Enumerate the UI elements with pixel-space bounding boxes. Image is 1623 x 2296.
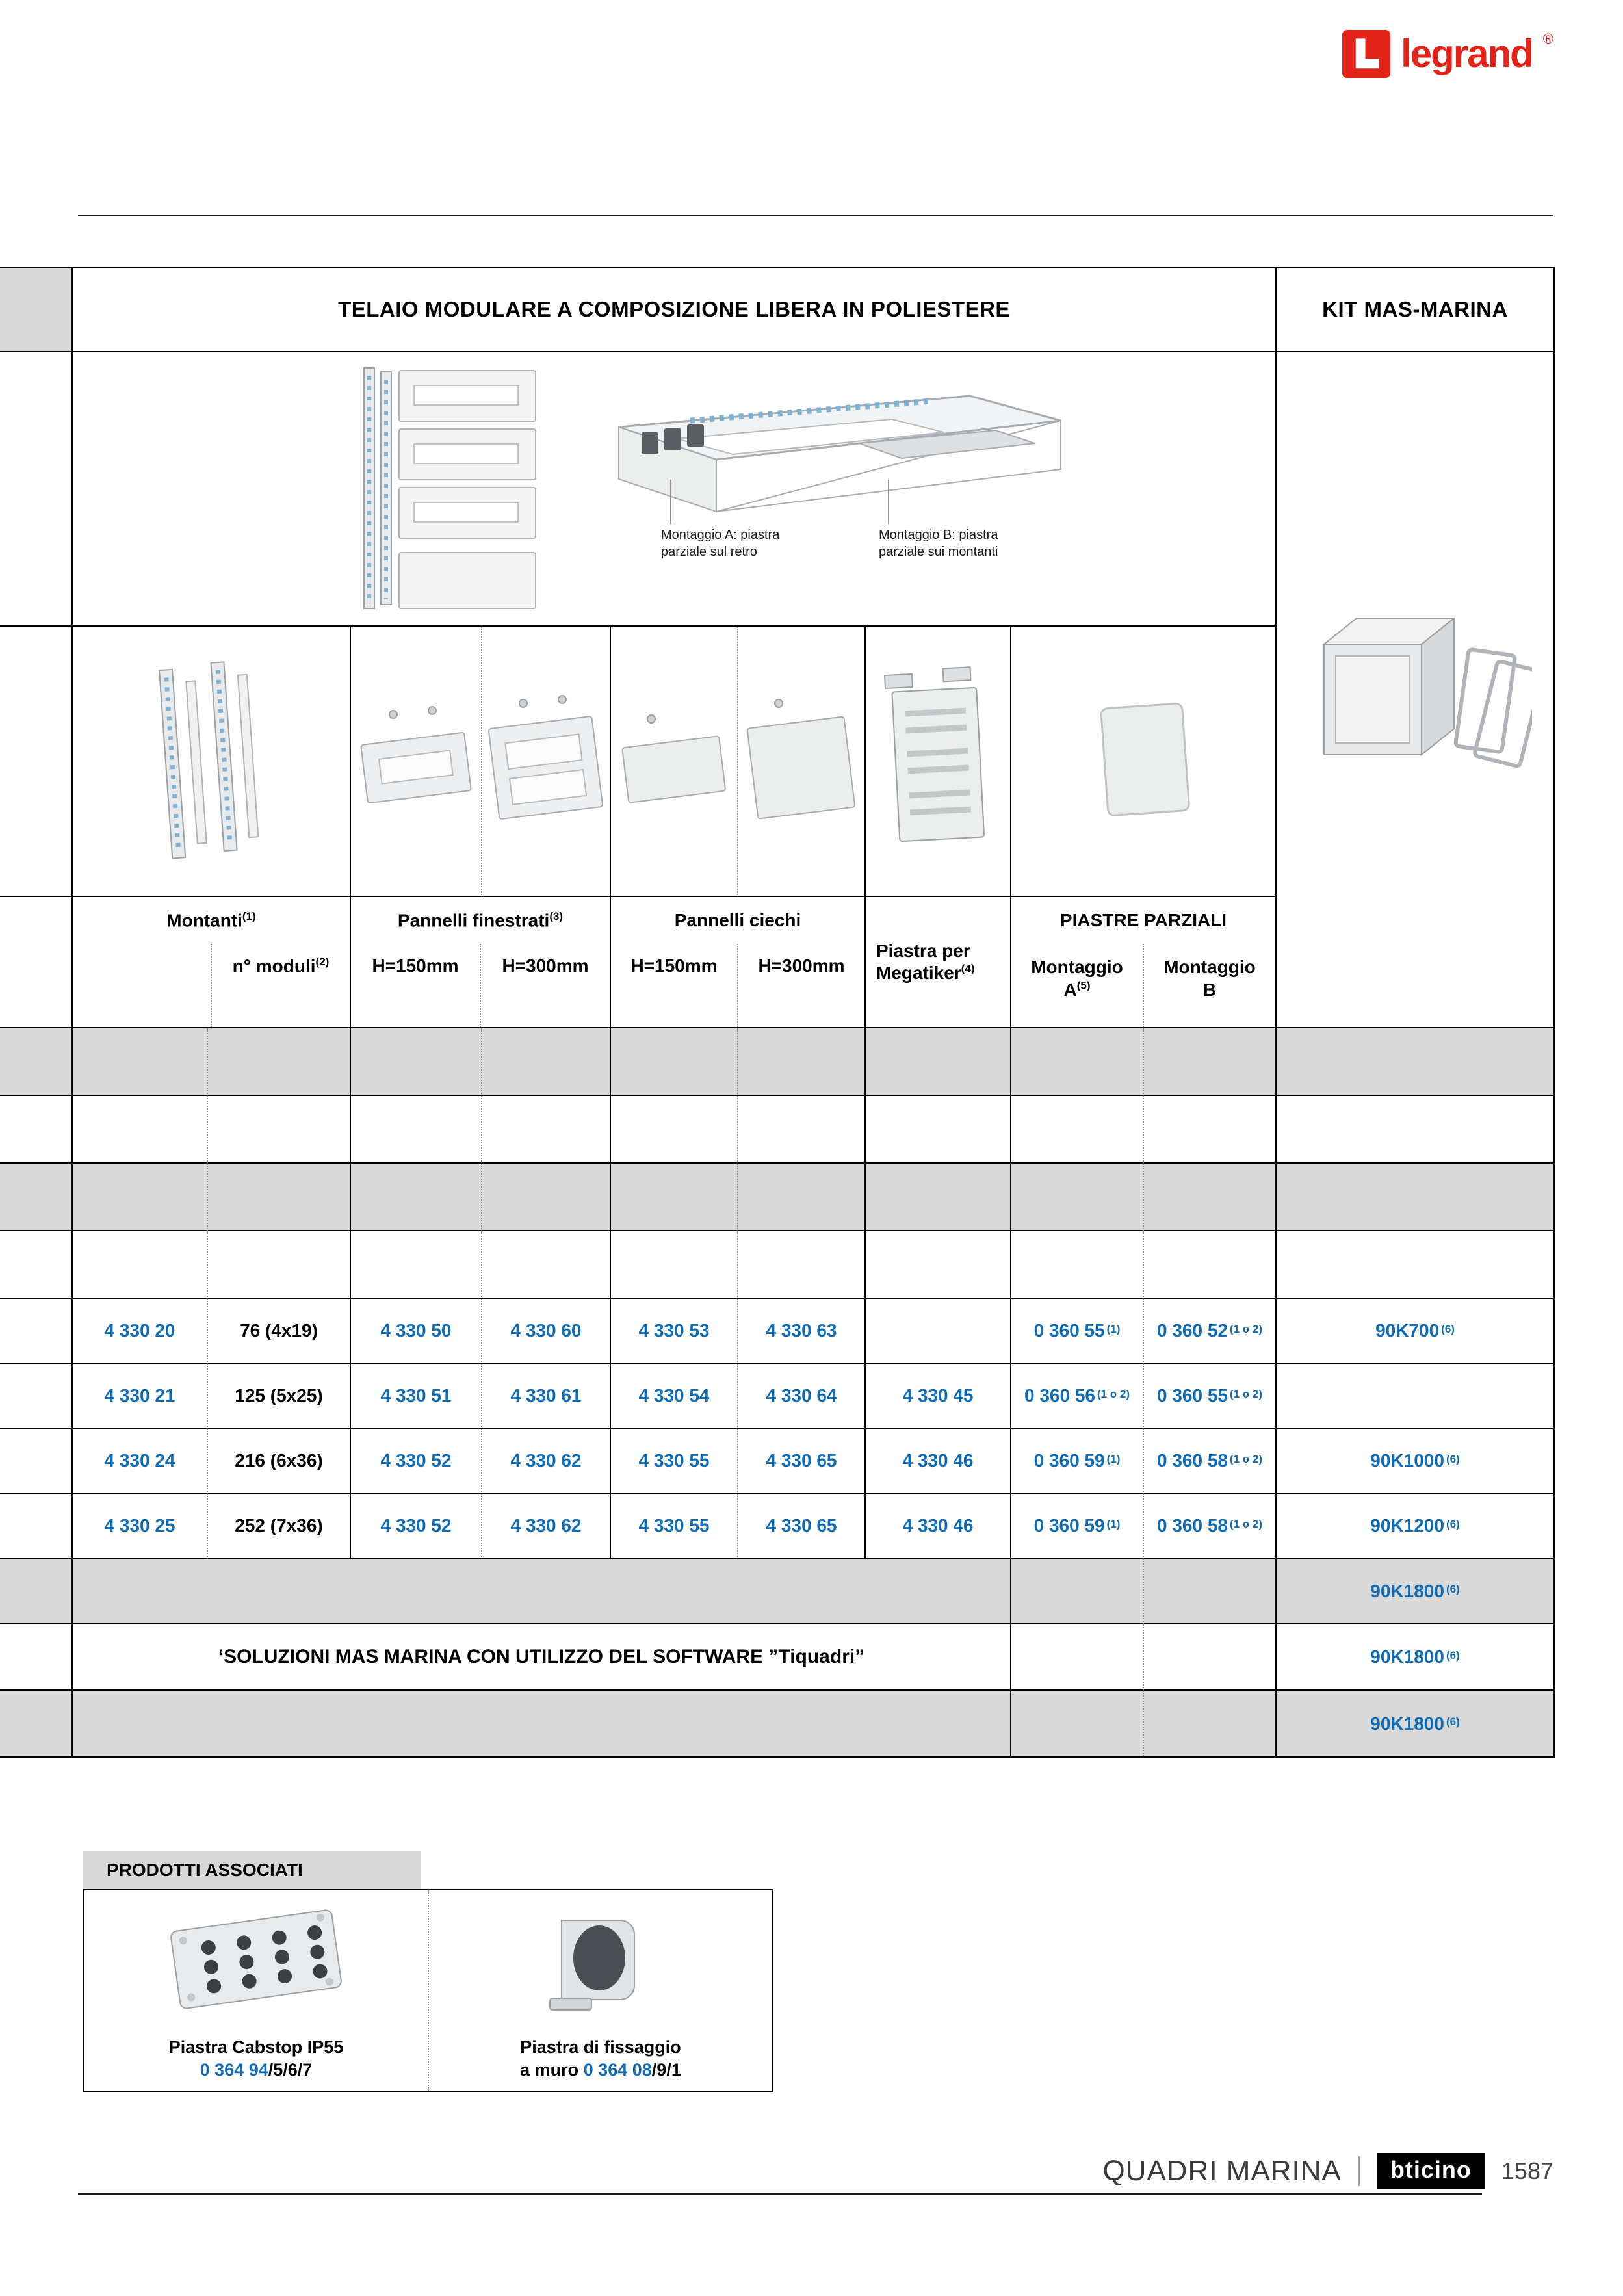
- empty-cell: [1011, 1164, 1144, 1231]
- legrand-logo: [1342, 30, 1553, 78]
- empty-cell: [1277, 1028, 1553, 1096]
- kit-mas-marina-image: [1298, 592, 1532, 787]
- empty-cell: [73, 1231, 208, 1299]
- empty-cell: [1011, 1028, 1144, 1096]
- cell-fin300: [482, 1429, 611, 1494]
- footer-divider: [1358, 2156, 1360, 2186]
- montanti-image-cell: [73, 627, 351, 897]
- piastra-megatiker-image: [870, 664, 1006, 859]
- empty-cell: [611, 1164, 738, 1231]
- cell-moduli: [208, 1494, 351, 1559]
- header-megatiker: [866, 897, 1011, 1028]
- empty-cell: [351, 1164, 482, 1231]
- empty-cell: [482, 1028, 611, 1096]
- part-number: 0 360 58 $^{(1 o 2)}$: [1156, 1515, 1263, 1535]
- header-montanti-sup: (1): [242, 909, 256, 922]
- empty-cell: [1144, 1231, 1277, 1299]
- part-number: 4 330 20: [104, 1320, 175, 1340]
- part-number: 4 330 62: [510, 1515, 582, 1535]
- part-number: 4 330 24: [104, 1450, 175, 1470]
- part-number: 4 330 45: [902, 1385, 974, 1405]
- cell-fin300: [482, 1299, 611, 1364]
- header-piastre-parziali: PIASTRE PARZIALI: [1059, 910, 1227, 930]
- associated-item-cabstop: [84, 1890, 428, 2091]
- part-number: 4 330 52: [380, 1515, 452, 1535]
- cell-cie150: [611, 1429, 738, 1494]
- header-megatiker-sup: (4): [961, 962, 975, 975]
- montaggio-a-sup: (5): [1076, 979, 1091, 992]
- h300-label: H=300mm: [758, 956, 845, 976]
- row-marker: [0, 1364, 73, 1429]
- exploded-frame-image: [580, 382, 1074, 538]
- part-number: 0 360 56 $^{(1 o 2)}$: [1024, 1385, 1130, 1405]
- part-number: [1414, 1385, 1416, 1406]
- header-moduli-sup: (2): [315, 956, 330, 968]
- row-marker: [0, 1096, 73, 1164]
- empty-cell: [1144, 1559, 1277, 1624]
- empty-cell: [1144, 1164, 1277, 1231]
- part-number: 4 330 62: [510, 1450, 582, 1470]
- row-marker: [0, 268, 73, 352]
- montanti-image: [140, 660, 283, 862]
- empty-cell: [73, 1164, 208, 1231]
- empty-cell: [351, 1231, 482, 1299]
- pannello-cieco-300-image-cell: [738, 627, 866, 897]
- empty-cell: [1144, 1691, 1277, 1756]
- part-number: 4 330 21: [104, 1385, 175, 1405]
- cell-kit: [1277, 1691, 1553, 1756]
- associated-products-box: [83, 1889, 773, 2092]
- header-rule: [78, 215, 1553, 216]
- cell-kit: [1277, 1364, 1553, 1429]
- part-number: 4 330 65: [766, 1450, 837, 1470]
- empty-cell: [1011, 1691, 1144, 1756]
- part-number: 0 360 58 $^{(1 o 2)}$: [1156, 1450, 1263, 1470]
- empty-cell: [1011, 1559, 1144, 1624]
- associated-item-ref: 0 364 94/5/6/7: [200, 2059, 313, 2080]
- header-ciechi-subs: [611, 944, 864, 1027]
- cell-megatiker: [866, 1494, 1011, 1559]
- header-piastre-group: [1011, 897, 1277, 1028]
- kit-title: KIT MAS-MARINA: [1322, 297, 1508, 321]
- part-number: 90K1800 $^{(6)}$: [1370, 1713, 1460, 1734]
- part-number: 0 360 55 $^{(1)}$: [1033, 1320, 1121, 1340]
- kit-title-cell: [1277, 268, 1553, 352]
- associated-item-name: Piastra di fissaggio: [520, 2037, 681, 2057]
- part-number: 4 330 51: [380, 1385, 452, 1405]
- part-number: 4 330 52: [380, 1450, 452, 1470]
- pannello-finestrato-300-image: [484, 693, 608, 829]
- empty-cell: [738, 1096, 866, 1164]
- cell-montante: [73, 1299, 208, 1364]
- hero-images-cell: [73, 352, 1277, 627]
- h300-label: H=300mm: [502, 956, 589, 976]
- empty-cell: [611, 1096, 738, 1164]
- header-finestrati-h300: [480, 944, 610, 1027]
- part-number: 4 330 54: [638, 1385, 710, 1405]
- header-moduli: [211, 944, 350, 1027]
- moduli-value: 252 (7x36): [235, 1515, 323, 1535]
- cell-montaggio-a: [1011, 1494, 1144, 1559]
- row-marker: [0, 1164, 73, 1231]
- part-number: 4 330 60: [510, 1320, 582, 1340]
- header-ciechi-group: [611, 897, 866, 1028]
- cell-montante: [73, 1494, 208, 1559]
- moduli-value: 125 (5x25): [235, 1385, 323, 1405]
- page-footer: [1102, 2153, 1553, 2189]
- part-number: 90K1800 $^{(6)}$: [1370, 1647, 1460, 1667]
- modular-frame-image: [352, 363, 547, 616]
- empty-cell: [738, 1164, 866, 1231]
- header-finestrati-h150: [351, 944, 480, 1027]
- empty-cell: [1144, 1624, 1277, 1691]
- empty-cell: [1011, 1231, 1144, 1299]
- header-ciechi-h300: [737, 944, 864, 1027]
- empty-cell: [1011, 1096, 1144, 1164]
- part-number: 0 360 55 $^{(1 o 2)}$: [1156, 1385, 1263, 1405]
- empty-cell: [866, 1231, 1011, 1299]
- cell-moduli: [208, 1299, 351, 1364]
- header-finestrati-sup: (3): [549, 909, 564, 922]
- associated-item-fissaggio: [428, 1890, 772, 2091]
- cell-megatiker: [866, 1364, 1011, 1429]
- pannello-finestrato-150-image-cell: [351, 627, 482, 897]
- part-number: 4 330 55: [638, 1515, 710, 1535]
- empty-cell: [866, 1164, 1011, 1231]
- cell-fin300: [482, 1494, 611, 1559]
- row-marker: [0, 352, 73, 627]
- ref-number: 0 364 94: [200, 2059, 268, 2080]
- header-montante-ref-sub: [73, 944, 211, 1027]
- empty-cell: [73, 1028, 208, 1096]
- empty-cell: [866, 1028, 1011, 1096]
- cell-montaggio-b: [1144, 1299, 1277, 1364]
- row-marker: [0, 1231, 73, 1299]
- header-montaggio-b: [1143, 944, 1275, 1027]
- header-finestrati-subs: [351, 944, 610, 1027]
- cell-kit: [1277, 1429, 1553, 1494]
- cell-montaggio-b: [1144, 1429, 1277, 1494]
- row-marker: [0, 1429, 73, 1494]
- header-ciechi: [611, 897, 864, 944]
- header-finestrati: [351, 897, 610, 944]
- product-table: [0, 267, 1555, 1758]
- bticino-logo: bticino: [1377, 2153, 1485, 2189]
- header-montanti: [73, 897, 350, 944]
- header-megatiker-label: Piastra per Megatiker: [876, 941, 970, 983]
- soluzioni-band: [73, 1559, 1011, 1624]
- empty-cell: [482, 1096, 611, 1164]
- empty-cell: [1277, 1164, 1553, 1231]
- table-title: TELAIO MODULARE A COMPOSIZIONE LIBERA IN POLIESTERE: [338, 297, 1010, 321]
- header-ciechi-h150: [611, 944, 737, 1027]
- associated-item-ref: a muro 0 364 08/9/1: [520, 2059, 681, 2080]
- cell-montaggio-b: [1144, 1364, 1277, 1429]
- row-marker: [0, 897, 73, 1028]
- footer-rule: [78, 2193, 1482, 2195]
- part-number: 0 360 59 $^{(1)}$: [1033, 1515, 1121, 1535]
- footer-section-title: QUADRI MARINA: [1102, 2155, 1342, 2187]
- ref-number: 0 364 08: [583, 2059, 652, 2080]
- pannello-finestrato-300-image-cell: [482, 627, 611, 897]
- cell-megatiker: [866, 1299, 1011, 1364]
- piastra-fissaggio-image: [523, 1901, 679, 2021]
- kit-image-cell: [1277, 352, 1553, 1028]
- cell-kit: [1277, 1299, 1553, 1364]
- part-number: 4 330 64: [766, 1385, 837, 1405]
- cell-fin150: [351, 1494, 482, 1559]
- soluzioni-cell: [73, 1624, 1011, 1691]
- piastra-cabstop-image: [149, 1901, 363, 2018]
- piastra-parziale-image-cell: [1011, 627, 1277, 897]
- part-number: 0 360 59 $^{(1)}$: [1033, 1450, 1121, 1470]
- empty-cell: [866, 1096, 1011, 1164]
- empty-cell: [611, 1231, 738, 1299]
- header-moduli-label: n° moduli: [232, 956, 316, 976]
- empty-cell: [738, 1028, 866, 1096]
- row-marker: [0, 1299, 73, 1364]
- header-montaggio-a: [1011, 944, 1143, 1027]
- part-number: 90K1200 $^{(6)}$: [1370, 1515, 1460, 1535]
- cell-cie300: [738, 1299, 866, 1364]
- cell-fin300: [482, 1364, 611, 1429]
- empty-cell: [482, 1231, 611, 1299]
- pannello-cieco-150-image: [616, 706, 733, 816]
- pannello-finestrato-150-image: [354, 703, 478, 820]
- pannello-cieco-300-image: [743, 693, 860, 829]
- header-ciechi-label: Pannelli ciechi: [674, 910, 801, 930]
- cell-cie300: [738, 1364, 866, 1429]
- cell-montaggio-a: [1011, 1364, 1144, 1429]
- empty-cell: [482, 1164, 611, 1231]
- part-number: 4 330 46: [902, 1450, 974, 1470]
- legrand-logo-icon: [1342, 30, 1390, 78]
- h150-label: H=150mm: [630, 956, 718, 976]
- part-number: 90K1800 $^{(6)}$: [1370, 1580, 1460, 1601]
- header-montanti-group: [73, 897, 351, 1028]
- empty-cell: [1144, 1028, 1277, 1096]
- cell-fin150: [351, 1364, 482, 1429]
- part-number: 4 330 46: [902, 1515, 974, 1535]
- part-number: 90K700 $^{(6)}$: [1375, 1320, 1455, 1340]
- soluzioni-band: [73, 1691, 1011, 1756]
- cell-montaggio-a: [1011, 1299, 1144, 1364]
- row-marker: [0, 627, 73, 897]
- row-marker: [0, 1559, 73, 1624]
- header-finestrati-group: [351, 897, 611, 1028]
- empty-cell: [208, 1028, 351, 1096]
- empty-cell: [1144, 1096, 1277, 1164]
- cell-montaggio-a: [1011, 1429, 1144, 1494]
- moduli-value: 216 (6x36): [235, 1450, 323, 1470]
- empty-cell: [351, 1028, 482, 1096]
- empty-cell: [208, 1164, 351, 1231]
- associated-products-title-bar: [83, 1851, 421, 1889]
- soluzioni-note: ‘SOLUZIONI MAS MARINA CON UTILIZZO DEL SOFTWARE ”Tiquadri”: [218, 1646, 865, 1667]
- part-number: 4 330 61: [510, 1385, 582, 1405]
- header-montanti-subs: [73, 944, 350, 1027]
- empty-cell: [738, 1231, 866, 1299]
- header-finestrati-label: Pannelli finestrati: [397, 910, 550, 931]
- legrand-wordmark: legrand: [1401, 32, 1533, 75]
- cell-kit: [1277, 1624, 1553, 1691]
- piastra-parziale-image: [1078, 693, 1208, 829]
- cell-montaggio-b: [1144, 1494, 1277, 1559]
- piastra-megatiker-image-cell: [866, 627, 1011, 897]
- part-number: 4 330 65: [766, 1515, 837, 1535]
- header-montanti-label: Montanti: [166, 910, 242, 931]
- row-marker: [0, 1028, 73, 1096]
- cell-cie150: [611, 1364, 738, 1429]
- empty-cell: [1277, 1231, 1553, 1299]
- moduli-value: 76 (4x19): [240, 1320, 318, 1340]
- registered-mark: ®: [1542, 31, 1553, 47]
- cell-fin150: [351, 1299, 482, 1364]
- cell-moduli: [208, 1364, 351, 1429]
- part-number: 4 330 25: [104, 1515, 175, 1535]
- associated-item-name: Piastra Cabstop IP55: [168, 2037, 344, 2057]
- pannello-cieco-150-image-cell: [611, 627, 738, 897]
- montaggio-a-label: Montaggio A: [1031, 957, 1123, 1000]
- h150-label: H=150mm: [372, 956, 459, 976]
- part-number: 4 330 63: [766, 1320, 837, 1340]
- cell-kit: [1277, 1494, 1553, 1559]
- empty-cell: [208, 1096, 351, 1164]
- cell-cie300: [738, 1494, 866, 1559]
- cell-kit: [1277, 1559, 1553, 1624]
- empty-cell: [208, 1231, 351, 1299]
- empty-cell: [611, 1028, 738, 1096]
- part-number: 4 330 55: [638, 1450, 710, 1470]
- callout-montaggio-a-text: Montaggio A: piastra parziale sul retro: [661, 528, 780, 559]
- part-number: 90K1000 $^{(6)}$: [1370, 1450, 1460, 1470]
- table-title-cell: [73, 268, 1277, 352]
- cell-cie150: [611, 1494, 738, 1559]
- cell-montante: [73, 1429, 208, 1494]
- empty-cell: [1277, 1096, 1553, 1164]
- empty-cell: [73, 1096, 208, 1164]
- cell-moduli: [208, 1429, 351, 1494]
- cell-montante: [73, 1364, 208, 1429]
- part-number: 0 360 52 $^{(1 o 2)}$: [1156, 1320, 1263, 1340]
- empty-cell: [1011, 1624, 1144, 1691]
- row-marker: [0, 1494, 73, 1559]
- montaggio-b-label: Montaggio B: [1163, 957, 1256, 1000]
- cell-cie150: [611, 1299, 738, 1364]
- associated-item-caption: [520, 2036, 681, 2081]
- part-number: 4 330 50: [380, 1320, 452, 1340]
- header-piastre-subs: [1011, 944, 1275, 1027]
- cell-fin150: [351, 1429, 482, 1494]
- cell-megatiker: [866, 1429, 1011, 1494]
- callout-montaggio-b: [879, 527, 1022, 560]
- cell-cie300: [738, 1429, 866, 1494]
- associated-products-title: PRODOTTI ASSOCIATI: [107, 1860, 303, 1880]
- callout-montaggio-a: [661, 527, 804, 560]
- associated-item-caption: [169, 2036, 344, 2081]
- page-number: 1587: [1501, 2158, 1553, 2184]
- row-marker: [0, 1624, 73, 1691]
- empty-cell: [351, 1096, 482, 1164]
- part-number: 4 330 53: [638, 1320, 710, 1340]
- row-marker: [0, 1691, 73, 1756]
- callout-montaggio-b-text: Montaggio B: piastra parziale sui montanti: [879, 528, 998, 559]
